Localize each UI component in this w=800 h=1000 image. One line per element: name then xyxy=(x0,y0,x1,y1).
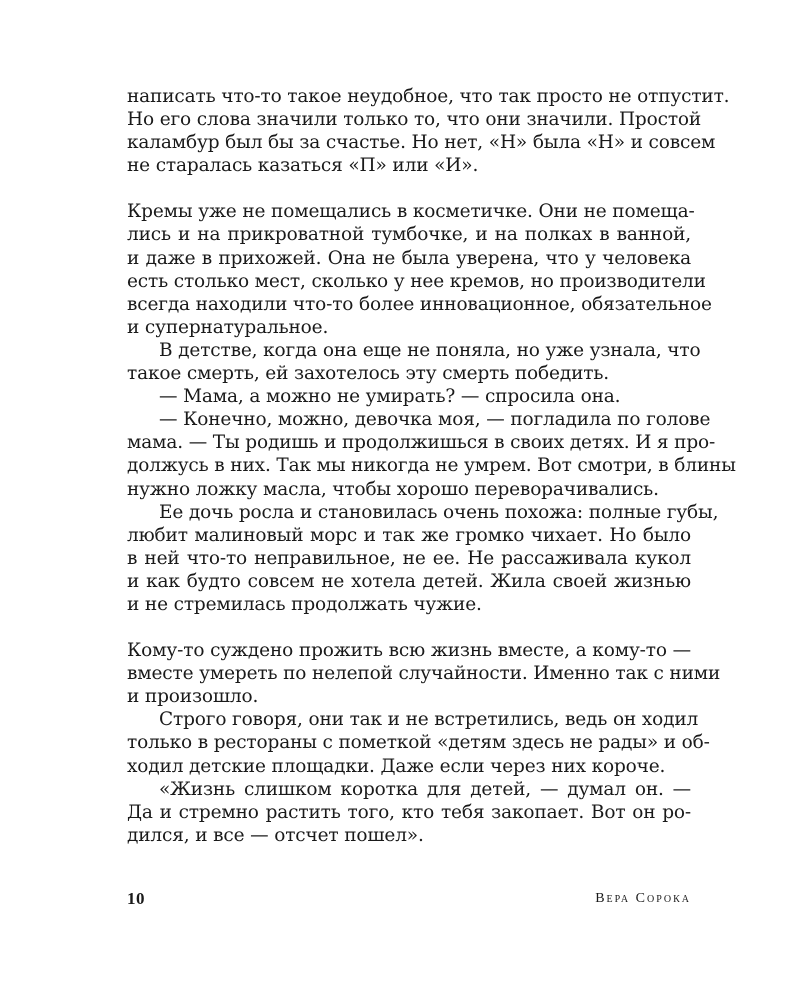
text-line: ходил детские площадки. Даже если через них короче. xyxy=(127,755,666,777)
text-line: любит малиновый морс и так же громко чихает. Но было xyxy=(127,524,691,546)
paragraph xyxy=(127,339,701,385)
paragraph xyxy=(127,501,719,616)
paragraph xyxy=(127,408,736,500)
text-line: каламбур был бы за счастье. Но нет, «Н» была «Н» и совсем xyxy=(127,132,716,154)
text-line: и даже в прихожей. Она не была уверена, что у человека xyxy=(127,247,691,269)
text-line: вместе умереть по нелепой случайности. Именно так с ними xyxy=(127,663,721,685)
text-line: Да и стремно растить того, кто тебя закопает. Вот он ро- xyxy=(127,801,691,823)
text-line: Кому-то суждено прожить всю жизнь вместе, а кому-то — xyxy=(127,640,691,662)
paragraph xyxy=(127,200,712,339)
text-line: мама. — Ты родишь и продолжишься в своих детях. И я про- xyxy=(127,432,716,454)
text-line: — Мама, а можно не умирать? — спросила она. xyxy=(159,386,621,408)
paragraph xyxy=(127,708,710,777)
section-break xyxy=(127,177,691,200)
text-line: Строго говоря, они так и не встретились, ведь он ходил xyxy=(159,709,699,731)
paragraph xyxy=(127,639,721,708)
text-line: лись и на прикроватной тумбочке, и на полках в ванной, xyxy=(127,224,691,246)
text-line: Ее дочь росла и становилась очень похожа: полные губы, xyxy=(159,501,719,523)
text-line: нужно ложку масла, чтобы хорошо переворачивались. xyxy=(127,478,659,500)
text-line: только в рестораны с пометкой «детям здесь не рады» и об- xyxy=(127,732,710,754)
paragraph xyxy=(127,778,691,847)
text-line: в ней что-то неправильное, не ее. Не рассаживала кукол xyxy=(127,547,691,569)
text-line: Кремы уже не помещались в косметичке. Они не помеща- xyxy=(127,201,695,223)
text-line: должусь в них. Так мы никогда не умрем. Вот смотри, в блины xyxy=(127,455,736,477)
text-line: и супернатуральное. xyxy=(127,316,329,338)
book-page-text xyxy=(127,85,736,847)
text-line: «Жизнь слишком коротка для детей, — думал он. — xyxy=(159,778,691,800)
text-line: есть столько мест, сколько у нее кремов, но производители xyxy=(127,270,706,292)
text-line: Но его слова значили только то, что они значили. Простой xyxy=(127,109,702,131)
text-line: В детстве, когда она еще не поняла, но уже узнала, что xyxy=(159,339,701,361)
text-line: не старалась казаться «П» или «И». xyxy=(127,155,479,177)
text-line: — Конечно, можно, девочка моя, — погладила по голове xyxy=(159,409,711,431)
page-number: 10 xyxy=(127,889,145,908)
running-author: Вера Сорока xyxy=(595,891,691,906)
text-line: и произошло. xyxy=(127,686,259,708)
text-line: всегда находили что-то более инновационное, обязательное xyxy=(127,293,712,315)
section-break xyxy=(127,616,691,639)
paragraph xyxy=(127,385,691,408)
text-line: дился, и все — отсчет пошел». xyxy=(127,824,424,846)
text-line: и не стремилась продолжать чужие. xyxy=(127,593,482,615)
text-line: написать что-то такое неудобное, что так просто не отпустит. xyxy=(127,86,730,107)
page-footer xyxy=(127,889,691,913)
text-line: и как будто совсем не хотела детей. Жила своей жизнью xyxy=(127,570,691,592)
text-line: такое смерть, ей захотелось эту смерть победить. xyxy=(127,363,609,385)
paragraph xyxy=(127,85,730,177)
